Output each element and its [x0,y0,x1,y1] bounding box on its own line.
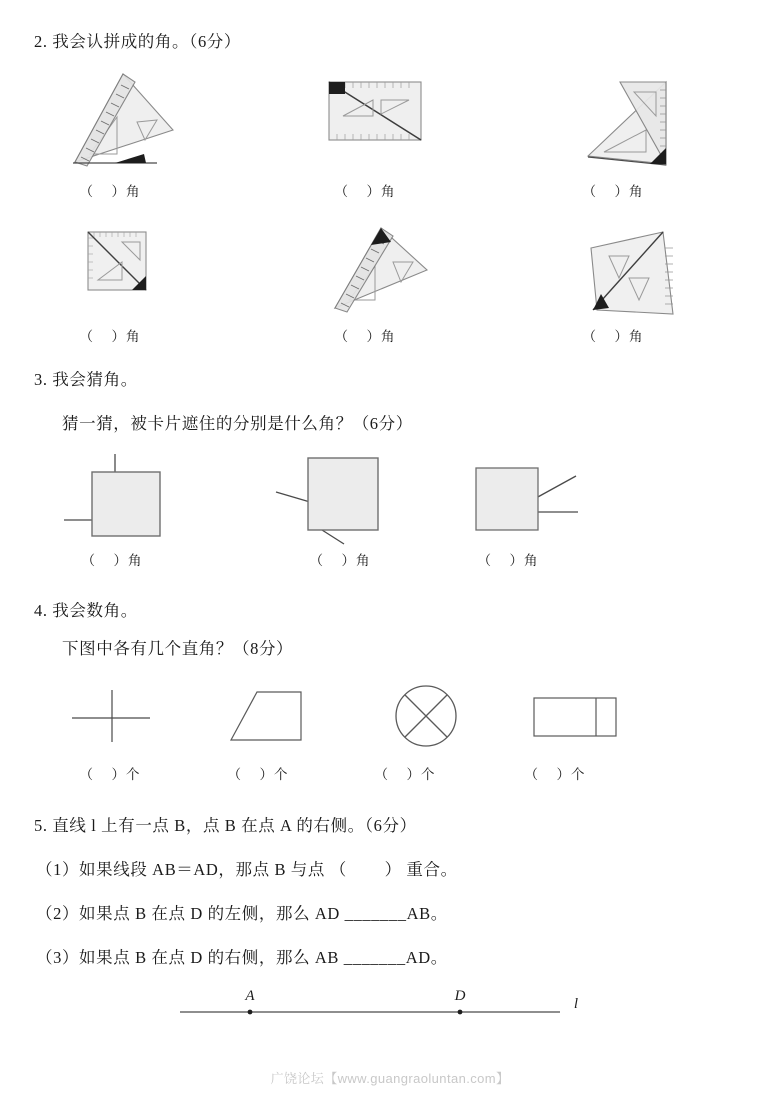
figure-two-set-squares-right-angle [548,64,718,174]
section-5-item-3[interactable]: （3）如果点 B 在点 D 的右侧，那么 AB _______AD。 [36,948,448,967]
answer-blank[interactable]: （ ）个 [79,767,141,782]
figure-two-set-squares-square [40,218,200,313]
figure-rectangle-with-divider [500,684,660,754]
site-watermark: 广饶论坛【www.guangraoluntan.com】 [270,1071,510,1086]
answer-blank[interactable]: （ ）角 [582,184,644,199]
section-4-title: 4. 我会数角。 [34,601,138,620]
svg-text:l: l [573,996,579,1012]
section-3-subtitle: 猜一猜，被卡片遮住的分别是什么角？（6分） [62,414,413,433]
answer-blank[interactable]: （ ）角 [334,184,396,199]
answer-blank[interactable]: （ ）角 [477,553,539,568]
answer-blank[interactable]: （ ）角 [81,553,143,568]
answer-blank[interactable]: （ ）角 [582,329,644,344]
section-5-item-2[interactable]: （2）如果点 B 在点 D 的左侧，那么 AD _______AB。 [36,904,448,923]
answer-blank[interactable]: （ ）角 [79,329,141,344]
figure-two-set-squares-acute-bottom-left [552,220,722,325]
figure-card-covering-acute-angle [460,454,630,554]
answer-blank[interactable]: （ ）个 [524,767,586,782]
figure-circle-with-two-diameters [348,676,508,756]
section-3-title: 3. 我会猜角。 [34,370,138,389]
answer-blank[interactable]: （ ）角 [79,184,141,199]
figure-two-set-squares-acute-top [295,218,465,323]
svg-text:D: D [454,988,466,1004]
svg-text:A: A [245,988,255,1004]
figure-two-set-squares-rectangle [300,70,460,160]
section-5-title: 5. 直线 l 上有一点 B，点 B 在点 A 的右侧。（6分） [34,816,417,835]
answer-blank[interactable]: （ ）角 [309,553,371,568]
answer-blank[interactable]: （ ）角 [334,329,396,344]
answer-blank[interactable]: （ ）个 [227,767,289,782]
figure-trapezoid-shape [190,678,350,753]
figure-cross-shape [40,680,190,750]
section-2-title: 2. 我会认拼成的角。（6分） [34,32,241,51]
figure-card-covering-right-angle [40,448,210,548]
figure-number-line-with-points [160,978,600,1026]
figure-card-covering-obtuse-angle [258,440,428,550]
section-5-item-1[interactable]: （1）如果线段 AB＝AD，那点 B 与点 （ ） 重合。 [36,860,458,879]
answer-blank[interactable]: （ ）个 [374,767,436,782]
section-4-subtitle: 下图中各有几个直角？（8分） [62,639,294,658]
figure-two-set-squares-obtuse-left [40,62,200,172]
